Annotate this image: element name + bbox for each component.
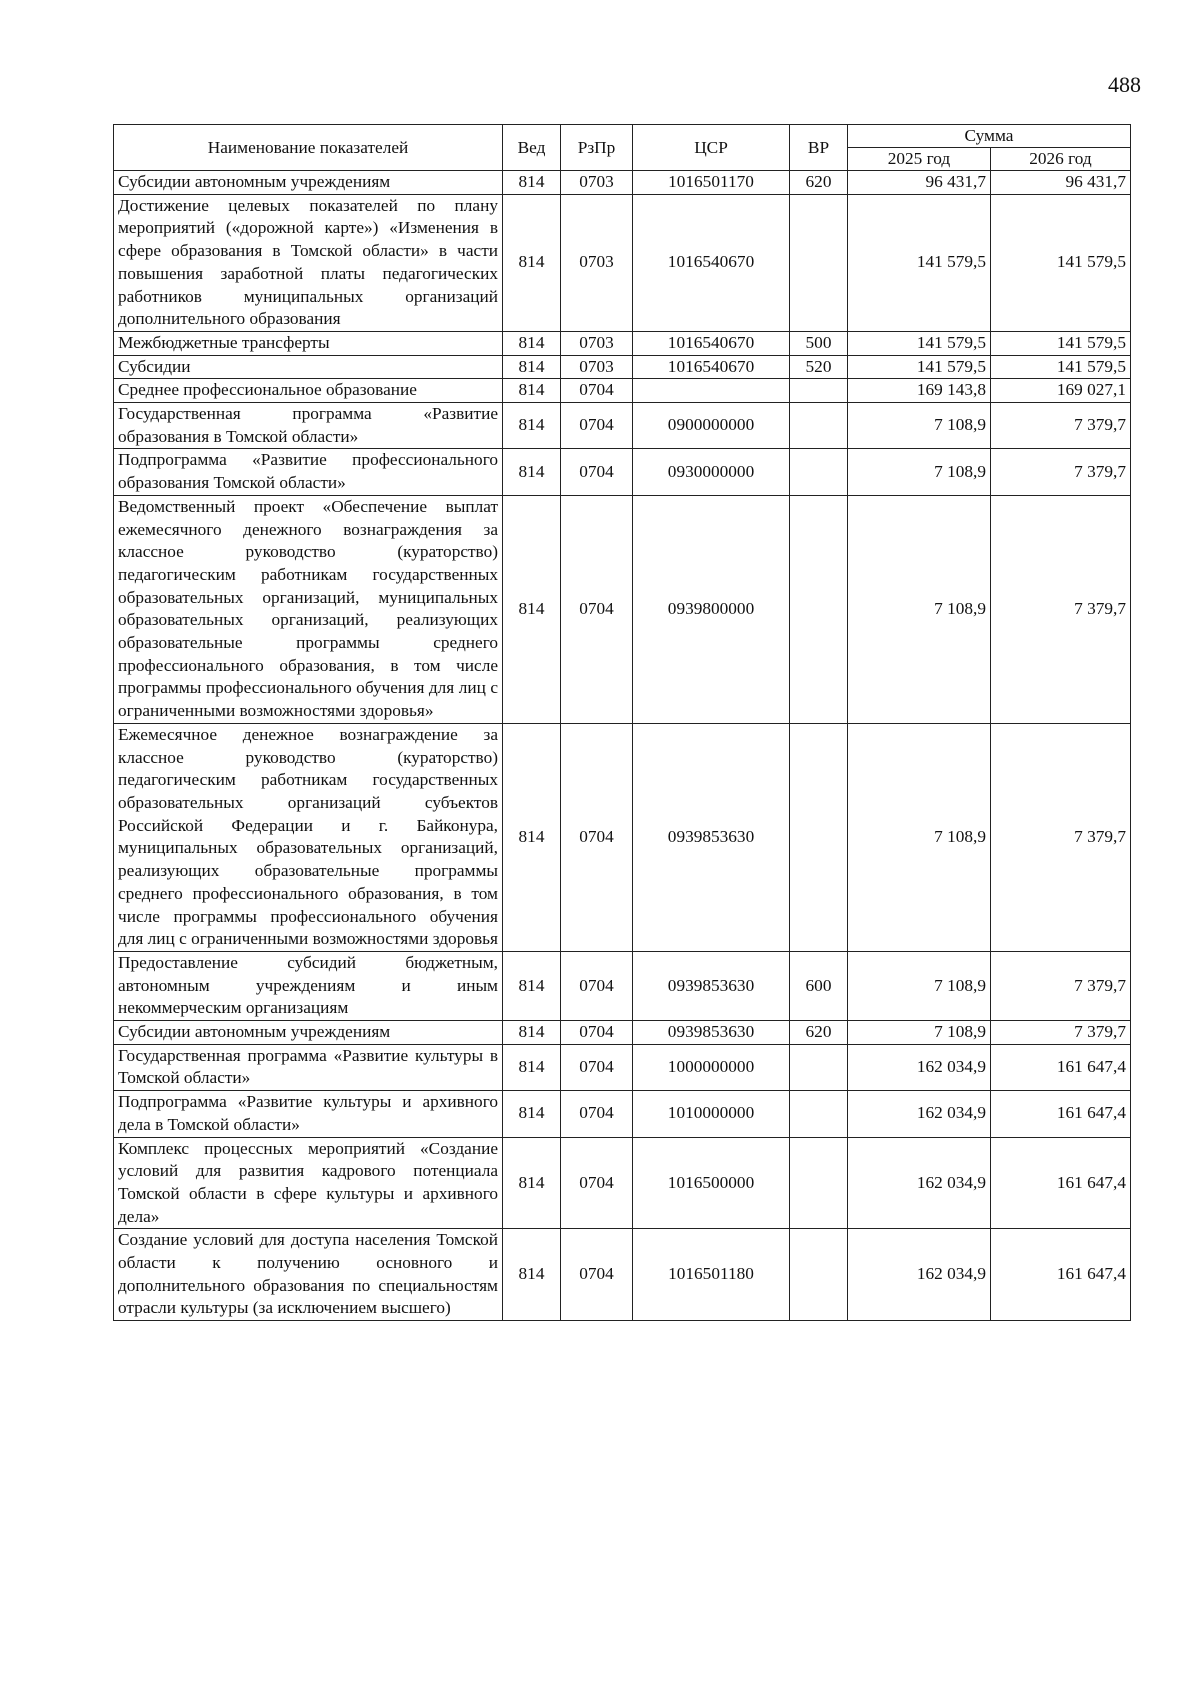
row-rzpr: 0704 xyxy=(561,495,633,723)
row-vr: 600 xyxy=(790,951,848,1020)
header-name: Наименование показателей xyxy=(114,125,503,171)
row-csr: 1010000000 xyxy=(633,1091,790,1137)
row-vr xyxy=(790,1044,848,1090)
row-ved: 814 xyxy=(503,1137,561,1229)
row-sum-2026: 161 647,4 xyxy=(991,1229,1131,1321)
table-row xyxy=(114,495,1131,723)
row-rzpr: 0703 xyxy=(561,194,633,331)
row-sum-2025: 141 579,5 xyxy=(848,355,991,379)
row-sum-2026: 141 579,5 xyxy=(991,355,1131,379)
row-csr: 1016540670 xyxy=(633,355,790,379)
table-row xyxy=(114,403,1131,449)
row-vr xyxy=(790,449,848,495)
row-ved: 814 xyxy=(503,1091,561,1137)
row-sum-2025: 141 579,5 xyxy=(848,194,991,331)
row-sum-2025: 7 108,9 xyxy=(848,1021,991,1045)
row-ved: 814 xyxy=(503,355,561,379)
row-csr: 1016500000 xyxy=(633,1137,790,1229)
row-sum-2026: 161 647,4 xyxy=(991,1137,1131,1229)
row-sum-2026: 7 379,7 xyxy=(991,723,1131,951)
row-ved: 814 xyxy=(503,171,561,195)
row-sum-2026: 141 579,5 xyxy=(991,194,1131,331)
row-ved: 814 xyxy=(503,1044,561,1090)
row-ved: 814 xyxy=(503,1229,561,1321)
row-ved: 814 xyxy=(503,951,561,1020)
row-rzpr: 0704 xyxy=(561,1137,633,1229)
table-row xyxy=(114,194,1131,331)
row-ved: 814 xyxy=(503,495,561,723)
row-csr: 0939853630 xyxy=(633,1021,790,1045)
row-sum-2026: 161 647,4 xyxy=(991,1091,1131,1137)
row-csr: 1016501180 xyxy=(633,1229,790,1321)
row-sum-2026: 7 379,7 xyxy=(991,449,1131,495)
table-row xyxy=(114,449,1131,495)
row-name: Подпрограмма «Развитие культуры и архивного дела в Томской области» xyxy=(114,1091,503,1137)
row-sum-2026: 141 579,5 xyxy=(991,331,1131,355)
header-rzpr: РзПр xyxy=(561,125,633,171)
row-csr: 0939853630 xyxy=(633,951,790,1020)
row-ved: 814 xyxy=(503,194,561,331)
row-rzpr: 0704 xyxy=(561,1044,633,1090)
row-rzpr: 0704 xyxy=(561,1021,633,1045)
row-sum-2025: 169 143,8 xyxy=(848,379,991,403)
header-ved: Вед xyxy=(503,125,561,171)
row-rzpr: 0704 xyxy=(561,1229,633,1321)
row-sum-2025: 7 108,9 xyxy=(848,403,991,449)
row-vr xyxy=(790,379,848,403)
row-vr xyxy=(790,1229,848,1321)
row-name: Подпрограмма «Развитие профессионального образования Томской области» xyxy=(114,449,503,495)
header-sum: Сумма xyxy=(848,125,1131,148)
row-ved: 814 xyxy=(503,379,561,403)
row-rzpr: 0704 xyxy=(561,723,633,951)
row-ved: 814 xyxy=(503,1021,561,1045)
row-ved: 814 xyxy=(503,449,561,495)
table-row xyxy=(114,379,1131,403)
row-vr: 620 xyxy=(790,1021,848,1045)
row-csr: 0930000000 xyxy=(633,449,790,495)
row-sum-2026: 169 027,1 xyxy=(991,379,1131,403)
page-number: 488 xyxy=(1108,72,1141,97)
row-name: Ведомственный проект «Обеспечение выплат ежемесячного денежного вознаграждения за классное руководство (кураторство) педагогическим работникам государственных образовательных организаций, муниципальных образовательных организаций, реализующих образовательные программы среднего профессионального образования, в том числе программы профессионального обучения для лиц с ограниченными возможностями здоровья» xyxy=(114,495,503,723)
table-row xyxy=(114,1091,1131,1137)
row-ved: 814 xyxy=(503,331,561,355)
row-ved: 814 xyxy=(503,723,561,951)
row-rzpr: 0704 xyxy=(561,1091,633,1137)
table-row xyxy=(114,1229,1131,1321)
row-sum-2026: 7 379,7 xyxy=(991,495,1131,723)
row-sum-2026: 96 431,7 xyxy=(991,171,1131,195)
row-name: Субсидии автономным учреждениям xyxy=(114,1021,503,1045)
table-row xyxy=(114,171,1131,195)
row-sum-2025: 7 108,9 xyxy=(848,449,991,495)
row-vr xyxy=(790,723,848,951)
row-sum-2025: 7 108,9 xyxy=(848,951,991,1020)
table-row xyxy=(114,951,1131,1020)
row-sum-2026: 7 379,7 xyxy=(991,951,1131,1020)
row-rzpr: 0704 xyxy=(561,449,633,495)
row-csr: 0939800000 xyxy=(633,495,790,723)
row-csr: 1016540670 xyxy=(633,331,790,355)
row-name: Достижение целевых показателей по плану мероприятий («дорожной карте») «Изменения в сфере образования в Томской области» в части повышения заработной платы педагогических работников муниципальных организаций дополнительного образования xyxy=(114,194,503,331)
row-name: Межбюджетные трансферты xyxy=(114,331,503,355)
row-rzpr: 0703 xyxy=(561,355,633,379)
header-year-2025: 2025 год xyxy=(848,148,991,171)
budget-table xyxy=(113,124,1131,1321)
row-name: Ежемесячное денежное вознаграждение за классное руководство (кураторство) педагогическим работникам государственных образовательных организаций субъектов Российской Федерации и г. Байконура, муниципальных образовательных организаций, реализующих образовательные программы среднего профессионального образования, в том числе программы профессионального обучения для лиц с ограниченными возможностями здоровья xyxy=(114,723,503,951)
row-vr xyxy=(790,194,848,331)
table-row xyxy=(114,1044,1131,1090)
row-csr: 0939853630 xyxy=(633,723,790,951)
row-ved: 814 xyxy=(503,403,561,449)
row-rzpr: 0703 xyxy=(561,171,633,195)
row-sum-2026: 161 647,4 xyxy=(991,1044,1131,1090)
row-sum-2026: 7 379,7 xyxy=(991,1021,1131,1045)
row-rzpr: 0703 xyxy=(561,331,633,355)
row-rzpr: 0704 xyxy=(561,951,633,1020)
row-csr: 1016540670 xyxy=(633,194,790,331)
header-year-2026: 2026 год xyxy=(991,148,1131,171)
row-name: Предоставление субсидий бюджетным, автономным учреждениям и иным некоммерческим организациям xyxy=(114,951,503,1020)
row-csr: 1016501170 xyxy=(633,171,790,195)
row-vr: 620 xyxy=(790,171,848,195)
row-sum-2025: 141 579,5 xyxy=(848,331,991,355)
row-vr xyxy=(790,495,848,723)
table-body xyxy=(114,171,1131,1321)
row-sum-2025: 162 034,9 xyxy=(848,1044,991,1090)
row-name: Государственная программа «Развитие культуры в Томской области» xyxy=(114,1044,503,1090)
row-sum-2025: 7 108,9 xyxy=(848,723,991,951)
table-row xyxy=(114,1137,1131,1229)
row-vr xyxy=(790,403,848,449)
row-name: Субсидии xyxy=(114,355,503,379)
table-row xyxy=(114,723,1131,951)
row-csr: 1000000000 xyxy=(633,1044,790,1090)
row-vr: 520 xyxy=(790,355,848,379)
row-name: Субсидии автономным учреждениям xyxy=(114,171,503,195)
row-vr xyxy=(790,1137,848,1229)
row-name: Комплекс процессных мероприятий «Создание условий для развития кадрового потенциала Томской области в сфере культуры и архивного дела» xyxy=(114,1137,503,1229)
row-csr xyxy=(633,379,790,403)
header-vr: ВР xyxy=(790,125,848,171)
row-vr: 500 xyxy=(790,331,848,355)
table-row xyxy=(114,331,1131,355)
row-sum-2025: 162 034,9 xyxy=(848,1137,991,1229)
row-name: Создание условий для доступа населения Томской области к получению основного и дополнительного образования по специальностям отрасли культуры (за исключением высшего) xyxy=(114,1229,503,1321)
row-sum-2025: 96 431,7 xyxy=(848,171,991,195)
row-vr xyxy=(790,1091,848,1137)
table-row xyxy=(114,1021,1131,1045)
row-sum-2025: 162 034,9 xyxy=(848,1229,991,1321)
row-name: Среднее профессиональное образование xyxy=(114,379,503,403)
row-name: Государственная программа «Развитие образования в Томской области» xyxy=(114,403,503,449)
row-sum-2025: 7 108,9 xyxy=(848,495,991,723)
table-row xyxy=(114,355,1131,379)
row-sum-2025: 162 034,9 xyxy=(848,1091,991,1137)
table-header xyxy=(114,125,1131,171)
header-csr: ЦСР xyxy=(633,125,790,171)
row-sum-2026: 7 379,7 xyxy=(991,403,1131,449)
row-rzpr: 0704 xyxy=(561,379,633,403)
row-csr: 0900000000 xyxy=(633,403,790,449)
row-rzpr: 0704 xyxy=(561,403,633,449)
